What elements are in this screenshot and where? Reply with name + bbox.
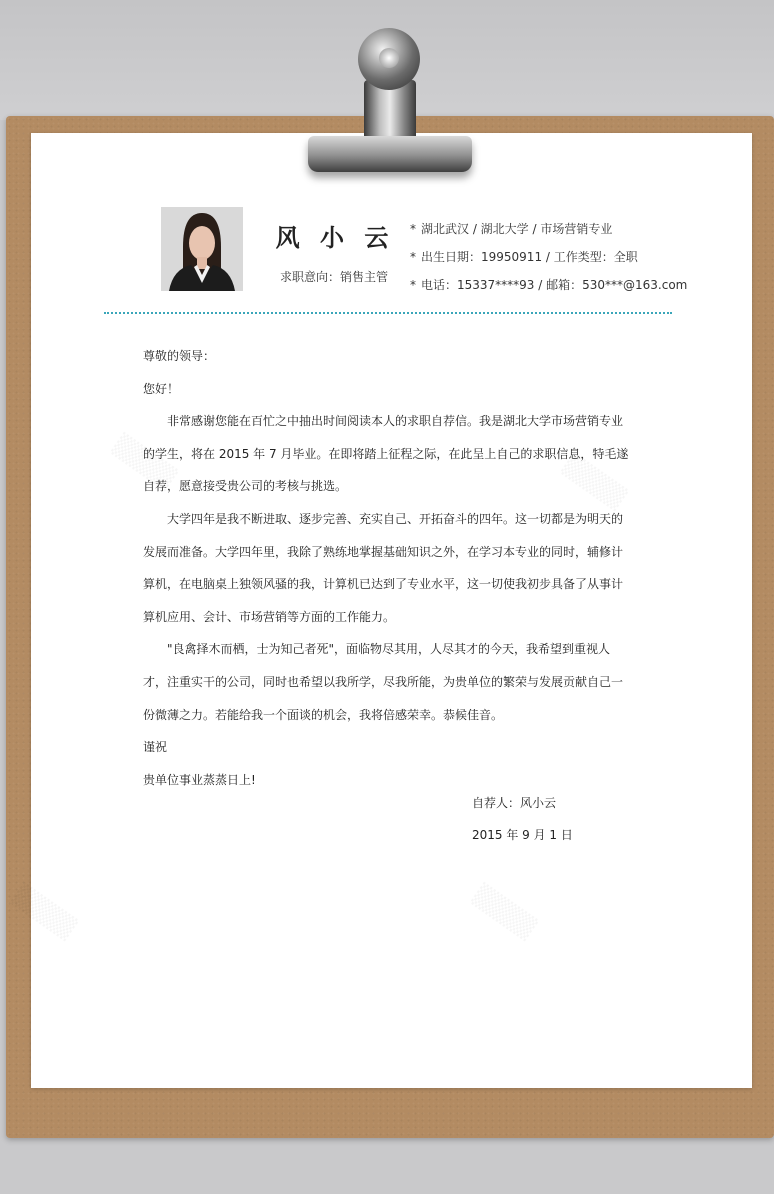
greeting: 您好！	[143, 381, 180, 396]
clip-base	[308, 136, 472, 172]
paragraph-3: "良禽择木而栖，士为知己者死"，面临物尽其用，人尽其才的今天，我希望到重视人才，注重实干的公司，同时也希望以我所学，尽我所能，为贵单位的繁荣与发展贡献自己一份微薄之力。若能给我一个面谈的机会，我将倍感荣幸。恭候佳音。	[143, 642, 624, 722]
applicant-name: 风 小 云	[275, 224, 395, 252]
letter-date: 2015 年 9 月 1 日	[472, 828, 573, 842]
paragraph-1: 非常感谢您能在百忙之中抽出时间阅读本人的求职自荐信。我是湖北大学市场营销专业的学生，将在 2015 年 7 月毕业。在即将踏上征程之际，在此呈上自己的求职信息，特毛遂自荐，愿意接受贵公司的考核与挑选。	[143, 414, 629, 494]
job-intent: 求职意向：销售主管	[279, 270, 388, 284]
header-divider	[104, 312, 672, 314]
bullet-icon: *	[410, 278, 416, 292]
portrait-image	[161, 207, 243, 291]
profile-photo	[161, 207, 243, 291]
cover-letter-body	[143, 340, 633, 796]
bullet-icon: *	[410, 250, 416, 264]
signer: 自荐人：风小云	[472, 796, 557, 810]
closing-blessing: 贵单位事业蒸蒸日上!	[143, 772, 256, 787]
salutation: 尊敬的领导：	[143, 349, 216, 363]
closing-wish: 谨祝	[143, 740, 168, 755]
paragraph-2: 大学四年是我不断进取、逐步完善、充实自己、开拓奋斗的四年。这一切都是为明天的发展而准备。大学四年里，我除了熟练地掌握基础知识之外，在学习本专业的同时，辅修计算机，在电脑桌上独领风骚的我，计算机已达到了专业水平，这一切使我初步具备了从事计算机应用、会计、市场营销等方面的工作能力。	[143, 511, 624, 624]
binder-clip	[296, 24, 480, 180]
info-line-contact: * 电话：15337****93 / 邮箱：530***@163.com	[410, 278, 688, 292]
bullet-icon: *	[410, 222, 416, 236]
clip-ring-hole	[379, 48, 399, 68]
info-line-education: * 湖北武汉 / 湖北大学 / 市场营销专业	[410, 222, 613, 236]
info-line-birth: * 出生日期：19950911 / 工作类型：全职	[410, 250, 638, 264]
